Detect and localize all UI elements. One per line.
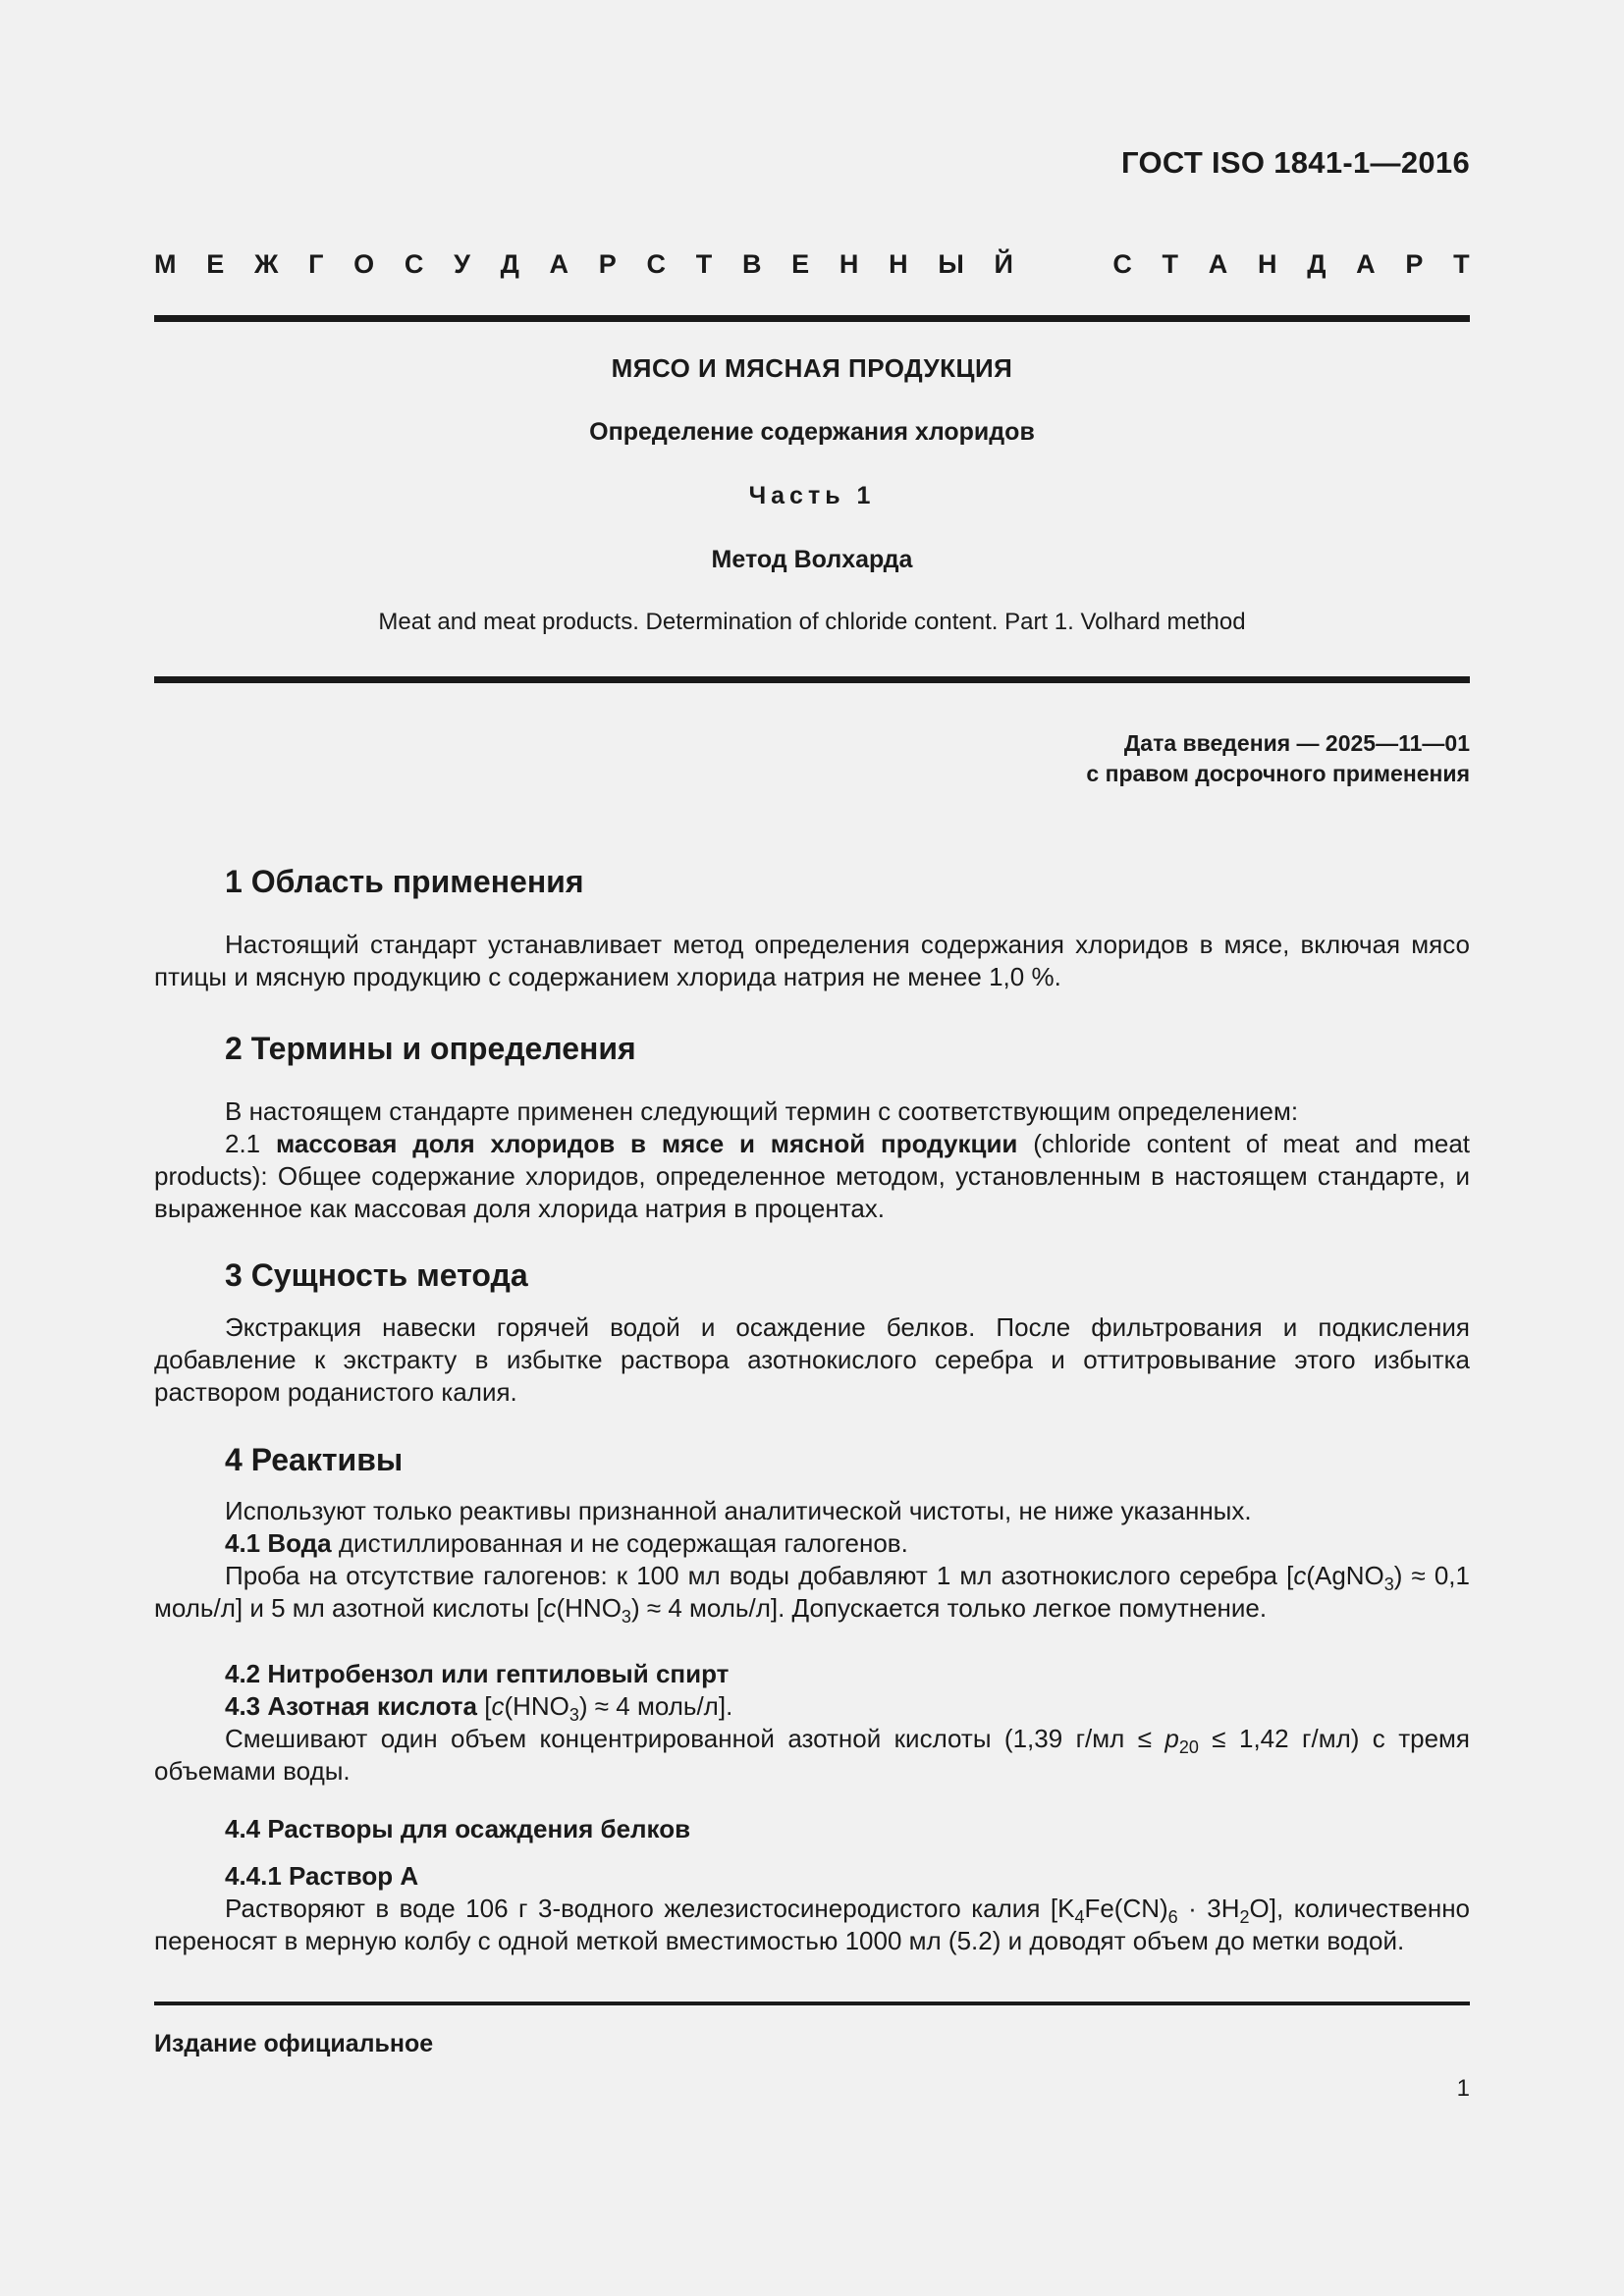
document-title: МЯСО И МЯСНАЯ ПРОДУКЦИЯ [611,353,1013,383]
text-run: Проба на отсутствие галогенов: к 100 мл воды добавляют 1 мл азотнокислого серебра [ [225,1561,1294,1590]
solution-a-text [154,1893,1470,1957]
intro-early-line: с правом досрочного применения [1086,761,1470,786]
text-run: [ [477,1691,492,1721]
banner-letter: Т [695,249,713,279]
text-run: (AgNO [1306,1561,1384,1590]
banner-letter: Е [791,249,810,279]
text-run: p [1164,1724,1179,1753]
text-run: Растворяют в воде 106 г 3-водного железистосинеродистого калия [K [225,1894,1075,1923]
banner-letter: М [154,249,177,279]
subscript: 2 [1239,1907,1250,1927]
banner-letter: В [741,249,762,279]
subscript: 3 [621,1607,631,1627]
banner-letter: С [1112,249,1132,279]
banner-gap [1044,249,1083,280]
banner-letter: Ж [253,249,279,279]
banner-letter: Г [308,249,324,279]
section-2-heading: 2 Термины и определения [225,1031,636,1066]
text-run: ≤ 1,42 г/мл) с тремя объемами воды. [154,1724,1470,1786]
banner-letter: Н [1257,249,1277,279]
banner-letter: Т [1453,249,1470,279]
text-run: ) ≈ 4 моль/л]. [578,1691,733,1721]
text-run: c [543,1593,557,1623]
document-subtitle: Определение содержания хлоридов [589,418,1035,446]
section-1-text: Настоящий стандарт устанавливает метод определения содержания хлоридов в мясе, включая мясо птицы и мясную продукцию с содержанием хлорида натрия не менее 1,0 %. [154,930,1470,991]
banner-letter: Н [839,249,859,279]
section-4-heading: 4 Реактивы [225,1442,404,1477]
subscript: 6 [1167,1907,1178,1927]
footer-divider [154,2002,1470,2005]
banner-letter: Н [889,249,908,279]
banner-letter: У [454,249,470,279]
page-number: 1 [1456,2075,1470,2102]
banner-letter: Ы [938,249,964,279]
banner-letter: С [404,249,424,279]
banner-letter: А [549,249,569,279]
text-run: Fe(CN) [1084,1894,1168,1923]
document-page [154,0,1470,2296]
intro-date-line: Дата введения — 2025—11—01 [1123,730,1470,756]
definition-term: массовая доля хлоридов в мясе и мясной продукции [275,1129,1018,1158]
text-run: ) ≈ 0,1 моль/л] и 5 мл азотной кислоты [ [154,1561,1470,1623]
banner-letter: Т [1162,249,1179,279]
banner-letter: О [353,249,375,279]
banner-letter: Й [994,249,1013,279]
clause-4-1-label: 4.1 Вода [225,1528,332,1558]
clause-4-3 [154,1690,1470,1723]
text-run: O], количественно переносят в мерную колбу с одной меткой вместимостью 1000 мл (5.2) и доводят объем до метки водой. [154,1894,1471,1955]
section-3-text: Экстракция навески горячей водой и осаждение белков. После фильтрования и подкисления добавление к экстракту в избытке раствора азотнокислого серебра и оттитровывание этого избытка раствором роданистого калия. [154,1312,1470,1407]
section-2-text: В настоящем стандарте применен следующий термин с соответствующим определением: [225,1096,1299,1126]
top-divider [154,315,1470,322]
banner-letter: Д [1307,249,1326,279]
subscript: 20 [1178,1737,1199,1757]
standard-number: ГОСТ ISO 1841-1—2016 [1121,145,1470,180]
standard-type-banner [154,249,1470,280]
section-4-text: Используют только реактивы признанной аналитической чистоты, не ниже указанных. [225,1496,1252,1525]
official-edition-label: Издание официальное [154,2030,434,2057]
subscript: 3 [1383,1575,1394,1594]
clause-4-3-label: 4.3 Азотная кислота [225,1691,478,1721]
definition-2-1 [154,1128,1470,1225]
clause-4-4: 4.4 Растворы для осаждения белков [225,1814,691,1843]
subscript: 4 [1074,1907,1085,1927]
text-run: c [1293,1561,1307,1590]
clause-4-1 [154,1527,1470,1560]
english-title: Meat and meat products. Determination of chloride content. Part 1. Volhard method [378,609,1246,635]
banner-letter: Д [500,249,519,279]
text-run: c [491,1691,505,1721]
clause-4-2: 4.2 Нитробензол или гептиловый спирт [225,1659,730,1688]
text-run: Смешивают один объем концентрированной азотной кислоты (1,39 г/мл ≤ [225,1724,1165,1753]
section-1-heading: 1 Область применения [225,864,584,899]
banner-letter: Р [598,249,617,279]
section-3-heading: 3 Сущность метода [225,1257,528,1293]
document-part: Часть 1 [748,482,876,509]
text-run: (HNO [556,1593,622,1623]
nitric-acid-mixing-text [154,1723,1470,1788]
halogen-test-text [154,1560,1470,1625]
clause-4-1-text: дистиллированная и не содержащая галогенов. [331,1528,908,1558]
document-method: Метод Волхарда [711,546,913,573]
banner-letter: С [646,249,666,279]
banner-letter: А [1208,249,1228,279]
definition-number: 2.1 [225,1129,261,1158]
text-run: · 3H [1177,1894,1240,1923]
introduction-date [1086,728,1470,789]
banner-letter: Е [206,249,225,279]
title-divider [154,676,1470,683]
text-run: (HNO [504,1691,569,1721]
subscript: 3 [568,1705,579,1725]
text-run: ) ≈ 4 моль/л]. Допускается только легкое помутнение. [630,1593,1268,1623]
clause-4-4-1: 4.4.1 Раствор А [225,1861,419,1891]
banner-letter: Р [1405,249,1424,279]
banner-letter: А [1356,249,1376,279]
definition-body: (chloride content of meat and meat products): Общее содержание хлоридов, определенное методом, установленным в настоящем стандарте, и выраженное как массовая доля хлорида натрия в процентах. [154,1129,1471,1223]
